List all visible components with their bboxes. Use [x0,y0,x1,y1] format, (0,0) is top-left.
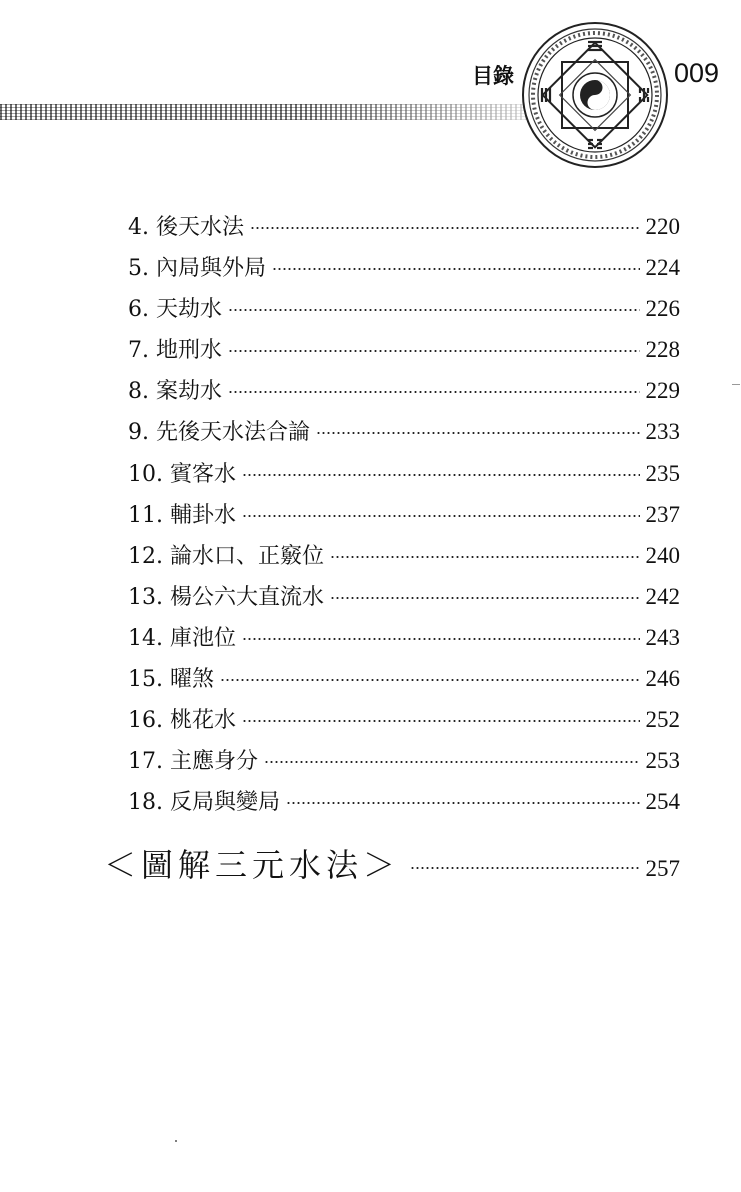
toc-entry-title: 11. 輔卦水 [128,502,236,528]
toc-entry-title: 4. 後天水法 [128,215,244,240]
toc-entry-title: 7. 地刑水 [128,338,222,364]
toc-entry [128,576,680,617]
scan-edge-mark [732,384,740,385]
toc-entry-title: 18. 反局與變局 [128,790,280,816]
toc-entry-page-number: 224 [645,255,680,281]
leader-dots [220,679,640,681]
toc-entry-page-number: 240 [645,542,680,568]
toc-entry-title: 9. 先後天水法合論 [128,420,310,446]
toc-entry [128,247,680,288]
leader-dots [242,515,640,517]
appendix-page-number: 257 [645,856,680,881]
toc-entry-page-number: 237 [645,501,680,527]
leader-dots [228,309,640,311]
leader-dots [242,474,640,476]
leader-dots [286,802,640,804]
toc-entry [128,535,680,576]
toc-entry-title: 16. 桃花水 [128,708,236,734]
toc-entry [128,740,680,781]
toc-entry [128,617,680,658]
toc-entry-title: 13. 楊公六大直流水 [128,584,324,610]
toc-entry-title: 5. 內局與外局 [128,256,266,282]
toc-entry-page-number: 252 [645,707,680,733]
leader-dots [272,268,640,270]
toc-entry-page-number: 253 [645,748,680,774]
toc-entry [128,453,680,494]
leader-dots [250,227,640,229]
toc-entry [128,329,680,370]
header-decorative-rule [0,104,560,120]
toc-entry [128,699,680,740]
toc-entry-title: 15. 曜煞 [128,667,214,693]
toc-entry-title: 17. 主應身分 [128,749,258,775]
toc-entry [128,658,680,699]
leader-dots [228,350,640,352]
toc-entry-page-number: 246 [645,666,680,692]
toc-entry-page-number: 228 [645,337,680,363]
toc-entry-page-number: 233 [645,419,680,445]
appendix-title: ＜圖解三元水法＞ [104,846,401,884]
leader-dots [228,391,640,393]
toc-entry [128,206,680,247]
leader-dots [242,638,640,640]
toc-entry-page-number: 226 [645,296,680,322]
section-title: 目錄 [472,64,514,88]
toc-entry [128,288,680,329]
toc-entry-title: 12. 論水口、正竅位 [128,543,324,569]
leader-dots [242,720,640,722]
toc-entry-page-number: 235 [645,460,680,486]
leader-dots [330,556,640,558]
toc-entry [128,411,680,452]
scan-speck [175,1140,177,1142]
toc-entry-page-number: 242 [645,583,680,609]
bagua-compass-emblem-icon [520,20,670,170]
toc-entry-title: 10. 賓客水 [128,461,236,487]
toc-entry-title: 8. 案劫水 [128,379,222,405]
toc-entry-page-number: 254 [645,789,680,815]
leader-dots [410,867,639,869]
page-number: 009 [674,58,720,88]
toc-entry-title: 14. 庫池位 [128,625,236,651]
leader-dots [316,432,640,434]
table-of-contents [128,206,680,822]
leader-dots [330,597,640,599]
toc-entry [128,494,680,535]
toc-entry-page-number: 229 [645,378,680,404]
leader-dots [264,761,640,763]
toc-entry-title: 6. 天劫水 [128,297,222,323]
toc-entry-page-number: 220 [645,214,680,239]
toc-entry-page-number: 243 [645,624,680,650]
appendix-entry [104,840,680,886]
toc-entry [128,781,680,822]
toc-entry [128,370,680,411]
